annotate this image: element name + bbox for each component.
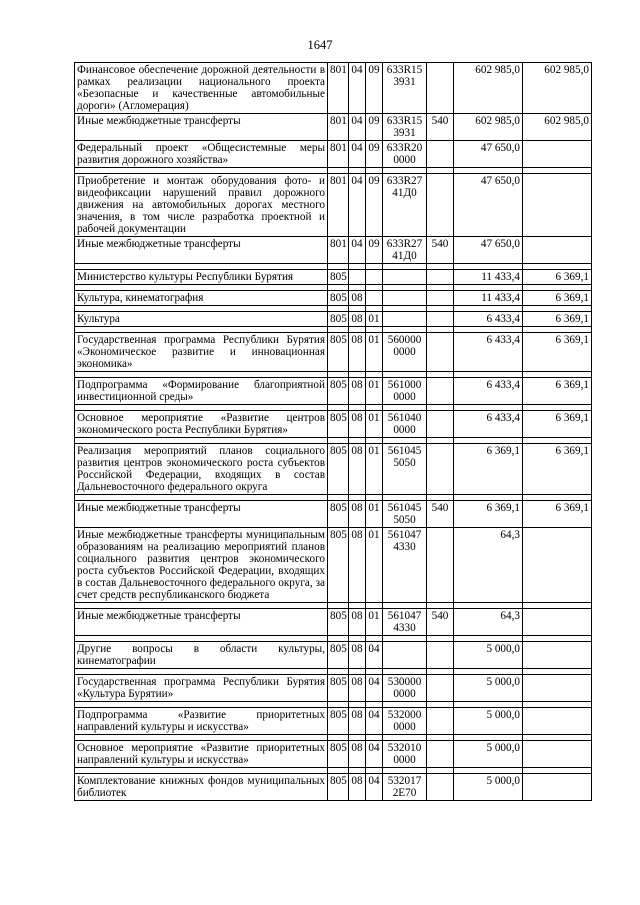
table-cell-ved: 801 [328,114,349,141]
table-cell-vr [427,312,454,327]
table-row [75,528,592,603]
table-cell-vr [427,333,454,372]
table-cell-csr: 633R200000 [383,141,427,168]
table-cell-rz: 04 [349,63,366,114]
table-cell-sum-2: 6 369,1 [523,411,592,438]
table-cell-sum-1: 602 985,0 [454,114,523,141]
table-cell-vr [427,642,454,669]
table-row [75,741,592,768]
table-cell-ved: 805 [328,378,349,405]
table-row [75,675,592,702]
table-row [75,237,592,264]
table-cell-vr [427,411,454,438]
table-cell-rz: 08 [349,642,366,669]
table-cell-vr [427,528,454,603]
table-cell-vr [427,141,454,168]
table-cell-rz: 08 [349,312,366,327]
table-cell-rz: 08 [349,501,366,528]
table-cell-sum-2 [523,774,592,801]
table-cell-pr: 09 [366,63,383,114]
table-cell-ved: 801 [328,63,349,114]
table-cell-csr: 5610455050 [383,501,427,528]
table-cell-vr [427,444,454,495]
table-cell-sum-2: 6 369,1 [523,444,592,495]
table-cell-name: Комплектование книжных фондов муниципальных библиотек [75,774,328,801]
table-cell-name: Иные межбюджетные трансферты [75,609,328,636]
table-cell-pr: 01 [366,501,383,528]
table-cell-csr: 633R2741Д0 [383,174,427,237]
table-cell-pr: 09 [366,174,383,237]
table-cell-sum-2 [523,237,592,264]
table-cell-sum-2 [523,174,592,237]
table-row [75,312,592,327]
table-cell-sum-1: 5 000,0 [454,642,523,669]
table-cell-sum-2: 602 985,0 [523,114,592,141]
table-cell-ved: 805 [328,270,349,285]
table-row [75,774,592,801]
table-cell-ved: 801 [328,174,349,237]
table-cell-vr [427,774,454,801]
table-cell-pr: 04 [366,741,383,768]
table-cell-vr [427,63,454,114]
table-cell-sum-2 [523,741,592,768]
table-cell-sum-1: 5 000,0 [454,774,523,801]
table-cell-pr: 01 [366,609,383,636]
table-row [75,174,592,237]
table-cell-rz: 08 [349,774,366,801]
table-cell-rz: 08 [349,411,366,438]
table-cell-pr: 01 [366,333,383,372]
table-cell-name: Иные межбюджетные трансферты [75,114,328,141]
table-cell-sum-2 [523,609,592,636]
table-cell-sum-2: 602 985,0 [523,63,592,114]
table-cell-vr [427,741,454,768]
table-row [75,291,592,306]
table-cell-name: Министерство культуры Республики Бурятия [75,270,328,285]
table-cell-name: Другие вопросы в области культуры, кинематографии [75,642,328,669]
table-cell-name: Основное мероприятие «Развитие центров экономического роста Республики Бурятия» [75,411,328,438]
table-cell-name: Приобретение и монтаж оборудования фото- и видеофиксации нарушений правил дорожного движения на автомобильных дорогах местного значения, в том числе разработка проектной и рабочей документации [75,174,328,237]
table-cell-rz [349,270,366,285]
table-cell-rz: 08 [349,741,366,768]
table-cell-sum-2 [523,141,592,168]
table-cell-ved: 805 [328,528,349,603]
table-cell-pr: 09 [366,237,383,264]
table-row [75,378,592,405]
table-cell-csr: 5320100000 [383,741,427,768]
table-cell-vr: 540 [427,114,454,141]
table-cell-rz: 08 [349,444,366,495]
table-row [75,411,592,438]
table-cell-vr: 540 [427,609,454,636]
table-cell-name: Иные межбюджетные трансферты муниципальным образованиям на реализацию мероприятий планов социального развития центров экономического роста субъектов Российской Федерации, входящих в состав Дальневосточного федерального округа, за счет средств республиканского бюджета [75,528,328,603]
table-cell-pr: 01 [366,312,383,327]
table-row [75,270,592,285]
table-cell-sum-2: 6 369,1 [523,291,592,306]
table-cell-csr: 5610474330 [383,609,427,636]
table-cell-sum-1: 602 985,0 [454,63,523,114]
budget-table-body [75,63,592,801]
table-cell-rz: 04 [349,114,366,141]
table-cell-vr [427,675,454,702]
table-cell-rz: 08 [349,291,366,306]
table-cell-rz: 08 [349,708,366,735]
table-cell-sum-2 [523,642,592,669]
table-cell-sum-1: 6 433,4 [454,333,523,372]
table-cell-pr: 04 [366,708,383,735]
table-cell-sum-2: 6 369,1 [523,378,592,405]
table-cell-vr [427,174,454,237]
table-cell-sum-2: 6 369,1 [523,333,592,372]
table-row [75,609,592,636]
table-cell-rz: 08 [349,609,366,636]
table-cell-ved: 805 [328,609,349,636]
table-cell-name: Иные межбюджетные трансферты [75,501,328,528]
table-cell-ved: 805 [328,411,349,438]
table-row [75,444,592,495]
table-cell-ved: 805 [328,774,349,801]
table-cell-csr: 633R153931 [383,114,427,141]
table-cell-pr: 04 [366,675,383,702]
table-cell-name: Государственная программа Республики Бурятия «Экономическое развитие и инновационная экономика» [75,333,328,372]
table-cell-sum-1: 47 650,0 [454,141,523,168]
table-cell-pr: 01 [366,444,383,495]
table-cell-pr: 01 [366,411,383,438]
table-cell-ved: 801 [328,141,349,168]
table-cell-sum-1: 6 433,4 [454,312,523,327]
table-cell-sum-1: 64,3 [454,528,523,603]
table-cell-pr: 01 [366,378,383,405]
table-cell-sum-1: 47 650,0 [454,174,523,237]
table-cell-csr: 5610474330 [383,528,427,603]
table-cell-name: Культура [75,312,328,327]
table-cell-csr: 5610000000 [383,378,427,405]
table-row [75,501,592,528]
table-cell-pr: 04 [366,774,383,801]
table-cell-sum-1: 5 000,0 [454,675,523,702]
table-cell-csr: 532017 2E70 [383,774,427,801]
table-row [75,708,592,735]
page-number: 1647 [307,38,333,52]
table-cell-csr [383,291,427,306]
table-cell-name: Федеральный проект «Общесистемные меры развития дорожного хозяйства» [75,141,328,168]
table-cell-vr: 540 [427,237,454,264]
table-cell-sum-1: 6 433,4 [454,411,523,438]
table-cell-pr: 09 [366,114,383,141]
table-cell-csr [383,642,427,669]
table-cell-sum-1: 6 369,1 [454,444,523,495]
table-cell-rz: 08 [349,378,366,405]
table-cell-rz: 08 [349,333,366,372]
table-cell-csr: 5600000000 [383,333,427,372]
table-cell-csr: 5610455050 [383,444,427,495]
table-cell-pr: 09 [366,141,383,168]
table-cell-csr: 5610400000 [383,411,427,438]
table-cell-vr: 540 [427,501,454,528]
table-cell-pr: 01 [366,528,383,603]
table-cell-name: Финансовое обеспечение дорожной деятельности в рамках реализации национального проекта «Безопасные и качественные автомобильные дороги» (Агломерация) [75,63,328,114]
table-row [75,114,592,141]
table-cell-name: Иные межбюджетные трансферты [75,237,328,264]
table-cell-sum-2: 6 369,1 [523,501,592,528]
table-cell-sum-2 [523,528,592,603]
table-cell-sum-1: 11 433,4 [454,270,523,285]
table-cell-vr [427,378,454,405]
table-cell-vr [427,708,454,735]
table-cell-ved: 805 [328,675,349,702]
table-cell-csr: 5320000000 [383,708,427,735]
table-cell-csr: 633R2741Д0 [383,237,427,264]
table-cell-sum-1: 5 000,0 [454,708,523,735]
table-cell-ved: 805 [328,642,349,669]
table-cell-csr [383,312,427,327]
budget-table [74,62,592,801]
table-cell-sum-2 [523,708,592,735]
table-cell-rz: 04 [349,237,366,264]
table-cell-csr: 5300000000 [383,675,427,702]
table-cell-sum-2 [523,675,592,702]
table-cell-rz: 08 [349,528,366,603]
table-cell-sum-1: 5 000,0 [454,741,523,768]
table-cell-sum-1: 47 650,0 [454,237,523,264]
table-cell-sum-1: 64,3 [454,609,523,636]
table-row [75,141,592,168]
table-row [75,333,592,372]
table-cell-name: Подпрограмма «Формирование благоприятной инвестиционной среды» [75,378,328,405]
table-cell-ved: 805 [328,312,349,327]
table-cell-sum-2: 6 369,1 [523,312,592,327]
table-cell-sum-1: 6 369,1 [454,501,523,528]
table-cell-ved: 805 [328,741,349,768]
table-cell-sum-1: 11 433,4 [454,291,523,306]
table-cell-pr: 04 [366,642,383,669]
table-cell-rz: 04 [349,174,366,237]
table-cell-ved: 801 [328,237,349,264]
table-row [75,642,592,669]
table-cell-csr [383,270,427,285]
table-cell-name: Культура, кинематография [75,291,328,306]
table-cell-ved: 805 [328,444,349,495]
table-cell-ved: 805 [328,501,349,528]
table-cell-sum-2: 6 369,1 [523,270,592,285]
table-cell-ved: 805 [328,708,349,735]
table-cell-name: Реализация мероприятий планов социального развития центров экономического роста субъектов Российской Федерации, входящих в состав Дальневосточного федерального округа [75,444,328,495]
table-cell-csr: 633R153931 [383,63,427,114]
table-cell-vr [427,270,454,285]
table-cell-pr [366,270,383,285]
table-cell-name: Основное мероприятие «Развитие приоритетных направлений культуры и искусства» [75,741,328,768]
table-cell-rz: 04 [349,141,366,168]
table-row [75,63,592,114]
table-cell-ved: 805 [328,333,349,372]
table-cell-sum-1: 6 433,4 [454,378,523,405]
table-cell-pr [366,291,383,306]
table-cell-name: Подпрограмма «Развитие приоритетных направлений культуры и искусства» [75,708,328,735]
table-cell-ved: 805 [328,291,349,306]
table-cell-vr [427,291,454,306]
table-cell-name: Государственная программа Республики Бурятия «Культура Бурятии» [75,675,328,702]
table-cell-rz: 08 [349,675,366,702]
